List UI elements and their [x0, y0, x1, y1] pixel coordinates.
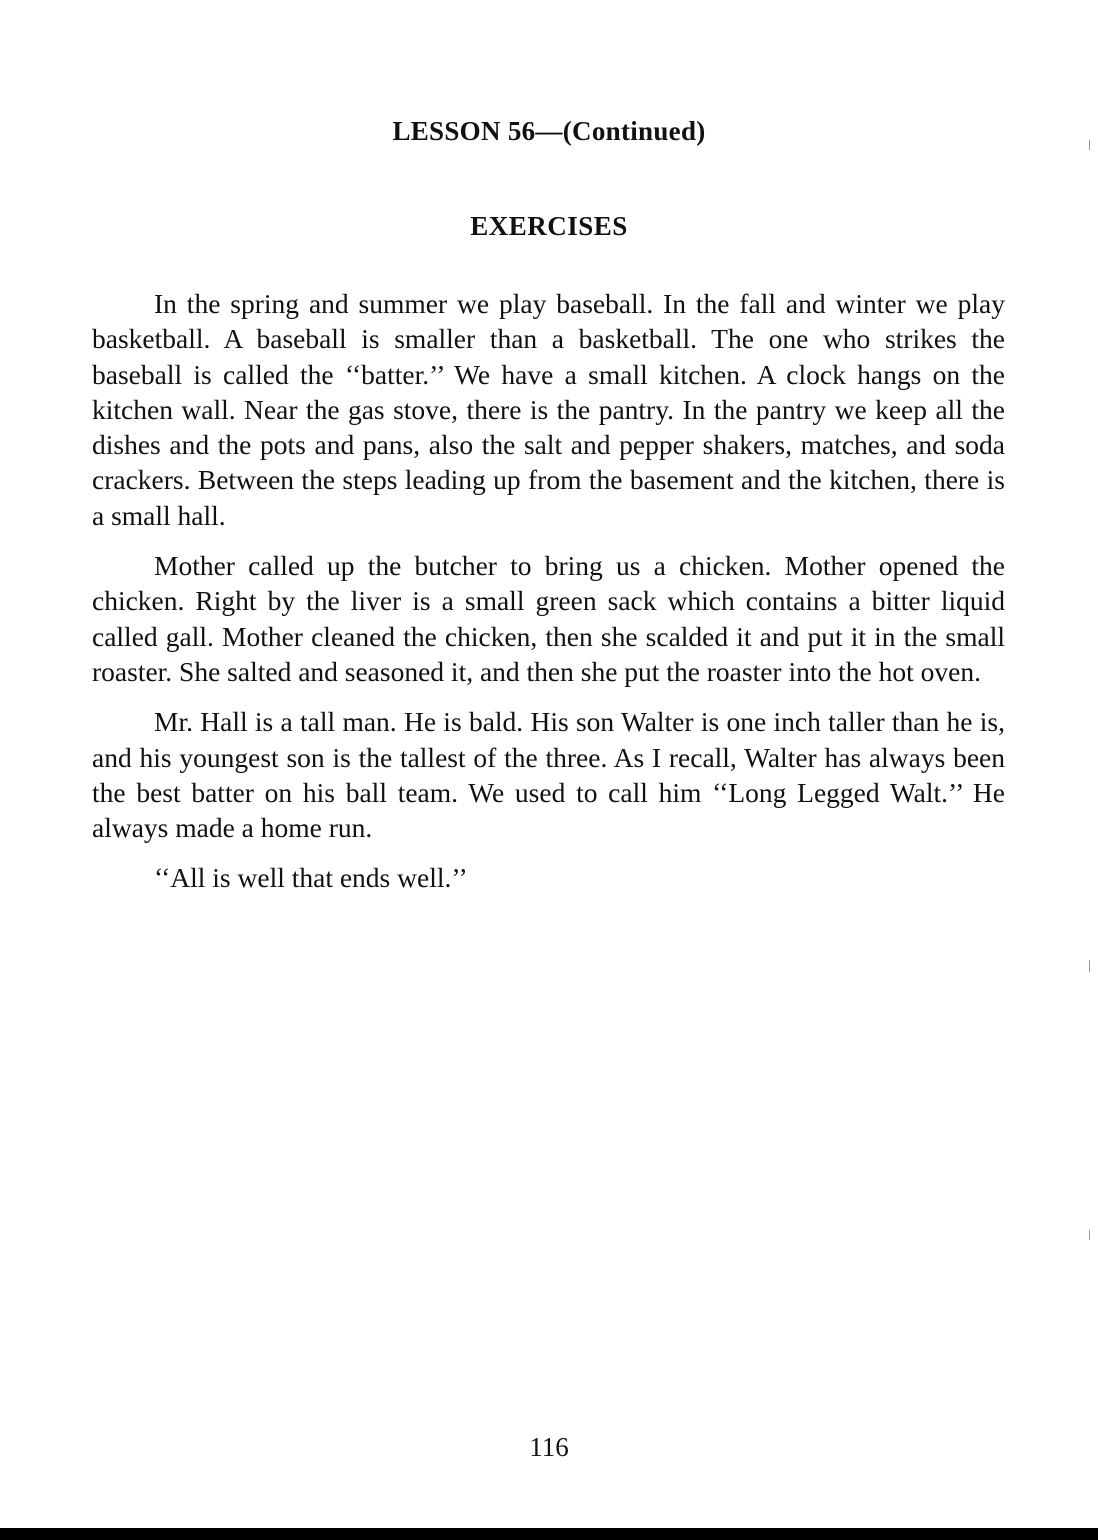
- section-heading: EXERCISES: [470, 211, 628, 241]
- body-text: [92, 286, 1005, 896]
- paragraph-mr-hall: Mr. Hall is a tall man. He is bald. His son Walter is one inch taller than he is, and his youngest son is the tallest of the three. As I recall, Walter has always been the best batter on his ball team. We used to call him ‘‘Long Legged Walt.’’ He always made a home run.: [92, 706, 1005, 844]
- paragraph-baseball: In the spring and summer we play baseball. In the fall and winter we play basketball. A baseball is smaller than a basketball. The one who strikes the baseball is called the ‘‘batter.’’ We have a small kitchen. A clock hangs on the kitchen wall. Near the gas stove, there is the pantry. In the pantry we keep all the dishes and the pots and pans, also the salt and pepper shakers, matches, and soda crackers. Between the steps leading up from the basement and the kitchen, there is a small hall.: [92, 288, 1005, 531]
- scan-edge-mark: [1089, 1230, 1090, 1240]
- paragraph-chicken: Mother called up the butcher to bring us a chicken. Mother opened the chicken. Right by the liver is a small green sack which contains a bitter liquid called gall. Mother cleaned the chicken, then she scalded it and put it in the small roaster. She salted and seasoned it, and then she put the roaster into the hot oven.: [92, 550, 1005, 687]
- page-number: 116: [529, 1432, 569, 1462]
- closing-quote: ‘‘All is well that ends well.’’: [154, 862, 468, 894]
- scan-edge-mark: [1089, 140, 1090, 150]
- scan-edge-mark: [1089, 960, 1090, 972]
- scan-bottom-border: [0, 1528, 1098, 1540]
- lesson-heading: LESSON 56—(Continued): [392, 116, 706, 146]
